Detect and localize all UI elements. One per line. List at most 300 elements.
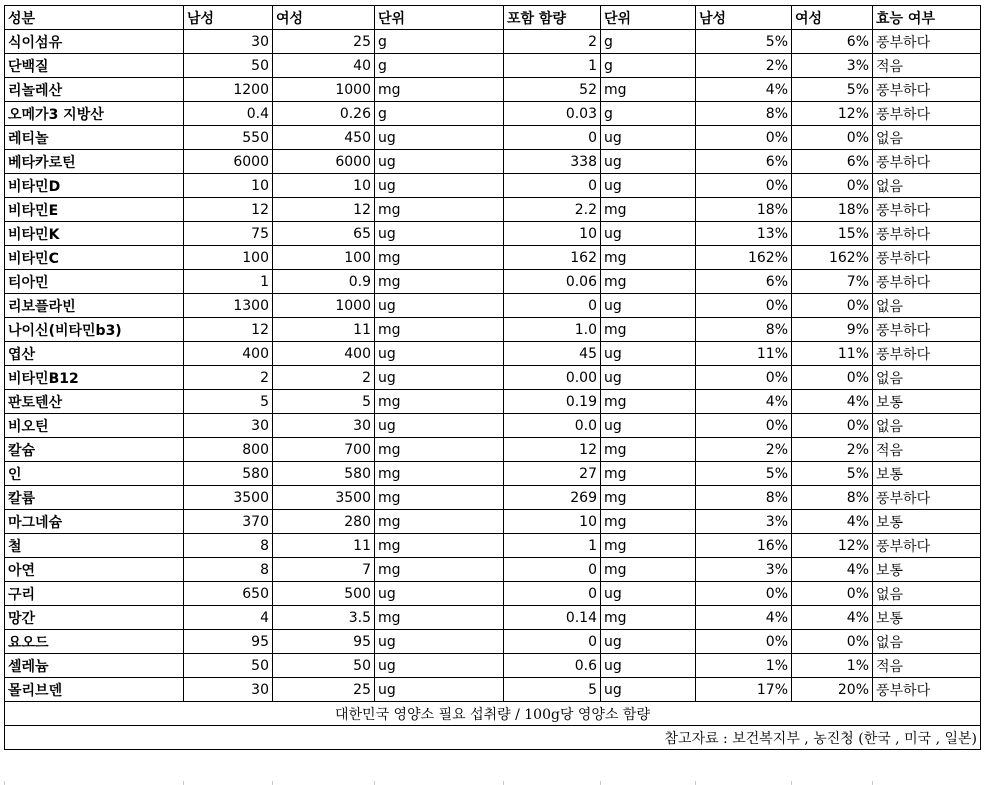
cell-male-requirement[interactable]: 550 [184,126,273,150]
nutrient-table [4,5,981,750]
cell-nutrient[interactable]: 비타민K [5,222,184,246]
cell-male-requirement[interactable]: 95 [184,630,273,654]
cell-male-requirement[interactable]: 400 [184,342,273,366]
cell-male-requirement[interactable]: 3500 [184,486,273,510]
table-row [5,414,981,438]
header-row [5,6,981,30]
cell-female-percent[interactable]: 0% [792,630,873,654]
cell-effect[interactable]: 풍부하다 [873,318,981,342]
cell-requirement-unit[interactable]: mg [375,270,504,294]
cell-content[interactable]: 0 [504,558,601,582]
cell-content[interactable]: 0 [504,630,601,654]
cell-content[interactable]: 1.0 [504,318,601,342]
cell-female-requirement[interactable]: 500 [273,582,375,606]
cell-female-requirement[interactable]: 25 [273,678,375,702]
cell-female-percent[interactable]: 6% [792,150,873,174]
cell-female-percent[interactable]: 1% [792,654,873,678]
cell-male-percent[interactable]: 0% [696,582,792,606]
cell-female-requirement[interactable]: 11 [273,318,375,342]
cell-female-percent[interactable]: 18% [792,198,873,222]
cell-nutrient[interactable]: 망간 [5,606,184,630]
cell-female-percent[interactable]: 6% [792,30,873,54]
cell-requirement-unit[interactable]: g [375,30,504,54]
cell-female-requirement[interactable]: 100 [273,246,375,270]
cell-female-requirement[interactable]: 10 [273,174,375,198]
header-requirement-unit[interactable]: 단위 [375,6,504,30]
cell-female-percent[interactable]: 11% [792,342,873,366]
cell-female-requirement[interactable]: 400 [273,342,375,366]
cell-content[interactable]: 10 [504,222,601,246]
gridline [272,781,374,785]
cell-female-requirement[interactable]: 11 [273,534,375,558]
table-caption[interactable]: 대한민국 영양소 필요 섭취량 / 100g당 영양소 함량 [5,702,981,726]
cell-male-percent[interactable]: 5% [696,30,792,54]
cell-requirement-unit[interactable]: ug [375,654,504,678]
cell-male-requirement[interactable]: 4 [184,606,273,630]
table-row [5,174,981,198]
cell-nutrient[interactable]: 마그네슘 [5,510,184,534]
cell-male-percent[interactable]: 4% [696,78,792,102]
cell-content-unit[interactable]: ug [601,222,696,246]
cell-requirement-unit[interactable]: ug [375,150,504,174]
cell-male-requirement[interactable]: 30 [184,30,273,54]
cell-requirement-unit[interactable]: ug [375,366,504,390]
cell-content[interactable]: 10 [504,510,601,534]
table-row [5,222,981,246]
caption-row [5,702,981,726]
cell-nutrient[interactable]: 요오드 [5,630,184,654]
cell-content[interactable]: 269 [504,486,601,510]
cell-male-percent[interactable]: 8% [696,102,792,126]
cell-male-percent[interactable]: 2% [696,54,792,78]
cell-male-percent[interactable]: 1% [696,654,792,678]
cell-female-requirement[interactable]: 50 [273,654,375,678]
cell-female-percent[interactable]: 7% [792,270,873,294]
cell-male-percent[interactable]: 4% [696,606,792,630]
cell-effect[interactable]: 적음 [873,438,981,462]
cell-requirement-unit[interactable]: g [375,102,504,126]
header-nutrient[interactable]: 성분 [5,6,184,30]
cell-content[interactable]: 0.19 [504,390,601,414]
table-row [5,126,981,150]
cell-male-requirement[interactable]: 2 [184,366,273,390]
cell-male-percent[interactable]: 3% [696,510,792,534]
header-content[interactable]: 포함 함량 [504,6,601,30]
cell-female-requirement[interactable]: 12 [273,198,375,222]
cell-female-requirement[interactable]: 6000 [273,150,375,174]
cell-nutrient[interactable]: 인 [5,462,184,486]
table-row [5,654,981,678]
cell-requirement-unit[interactable]: ug [375,126,504,150]
cell-female-requirement[interactable]: 0.26 [273,102,375,126]
cell-nutrient[interactable]: 리놀레산 [5,78,184,102]
cell-effect[interactable]: 풍부하다 [873,222,981,246]
table-row [5,606,981,630]
header-male-percent[interactable]: 남성 [696,6,792,30]
cell-requirement-unit[interactable]: ug [375,414,504,438]
cell-requirement-unit[interactable]: mg [375,606,504,630]
table-row [5,678,981,702]
cell-female-requirement[interactable]: 2 [273,366,375,390]
gridline [4,781,183,785]
cell-male-requirement[interactable]: 580 [184,462,273,486]
cell-male-percent[interactable]: 8% [696,486,792,510]
cell-female-percent[interactable]: 3% [792,54,873,78]
cell-nutrient[interactable]: 식이섬유 [5,30,184,54]
cell-nutrient[interactable]: 아연 [5,558,184,582]
cell-female-percent[interactable]: 4% [792,558,873,582]
cell-male-requirement[interactable]: 1200 [184,78,273,102]
cell-male-percent[interactable]: 0% [696,174,792,198]
cell-male-requirement[interactable]: 50 [184,654,273,678]
table-row [5,462,981,486]
cell-effect[interactable]: 풍부하다 [873,198,981,222]
cell-requirement-unit[interactable]: mg [375,558,504,582]
gridline [695,781,791,785]
cell-content-unit[interactable]: mg [601,510,696,534]
cell-female-requirement[interactable]: 700 [273,438,375,462]
next-row-gridlines [4,781,980,785]
cell-content[interactable]: 2 [504,30,601,54]
cell-female-requirement[interactable]: 3500 [273,486,375,510]
cell-content-unit[interactable]: ug [601,342,696,366]
cell-content-unit[interactable]: mg [601,78,696,102]
cell-content-unit[interactable]: ug [601,630,696,654]
cell-effect[interactable]: 풍부하다 [873,78,981,102]
header-effect[interactable]: 효능 여부 [873,6,981,30]
cell-content[interactable]: 1 [504,534,601,558]
cell-effect[interactable]: 풍부하다 [873,102,981,126]
cell-female-requirement[interactable]: 30 [273,414,375,438]
cell-nutrient[interactable]: 비타민B12 [5,366,184,390]
cell-female-requirement[interactable]: 40 [273,54,375,78]
cell-nutrient[interactable]: 엽산 [5,342,184,366]
cell-male-percent[interactable]: 0% [696,126,792,150]
cell-female-requirement[interactable]: 0.9 [273,270,375,294]
cell-female-percent[interactable]: 0% [792,582,873,606]
cell-nutrient[interactable]: 레티놀 [5,126,184,150]
cell-content-unit[interactable]: g [601,102,696,126]
cell-effect[interactable]: 없음 [873,414,981,438]
cell-female-percent[interactable]: 8% [792,486,873,510]
cell-male-requirement[interactable]: 1300 [184,294,273,318]
cell-male-requirement[interactable]: 0.4 [184,102,273,126]
cell-nutrient[interactable]: 리보플라빈 [5,294,184,318]
cell-effect[interactable]: 풍부하다 [873,486,981,510]
gridline [374,781,503,785]
cell-effect[interactable]: 풍부하다 [873,150,981,174]
cell-female-percent[interactable]: 0% [792,294,873,318]
gridline [872,781,980,785]
cell-male-requirement[interactable]: 370 [184,510,273,534]
cell-effect[interactable]: 보통 [873,510,981,534]
cell-content[interactable]: 52 [504,78,601,102]
cell-nutrient[interactable]: 철 [5,534,184,558]
table-row [5,534,981,558]
table-row [5,438,981,462]
cell-female-percent[interactable]: 9% [792,318,873,342]
cell-effect[interactable]: 없음 [873,366,981,390]
cell-requirement-unit[interactable]: ug [375,630,504,654]
cell-content-unit[interactable]: mg [601,462,696,486]
cell-requirement-unit[interactable]: ug [375,582,504,606]
cell-nutrient[interactable]: 나이신(비타민b3) [5,318,184,342]
cell-effect[interactable]: 풍부하다 [873,678,981,702]
cell-female-percent[interactable]: 4% [792,390,873,414]
table-row [5,582,981,606]
cell-female-percent[interactable]: 12% [792,534,873,558]
cell-content[interactable]: 0.00 [504,366,601,390]
cell-male-percent[interactable]: 6% [696,270,792,294]
cell-content-unit[interactable]: g [601,30,696,54]
cell-content-unit[interactable]: ug [601,294,696,318]
cell-requirement-unit[interactable]: ug [375,678,504,702]
cell-content[interactable]: 5 [504,678,601,702]
cell-content-unit[interactable]: ug [601,126,696,150]
header-content-unit[interactable]: 단위 [601,6,696,30]
cell-requirement-unit[interactable]: mg [375,390,504,414]
cell-male-requirement[interactable]: 6000 [184,150,273,174]
table-row [5,30,981,54]
cell-male-percent[interactable]: 11% [696,342,792,366]
cell-nutrient[interactable]: 구리 [5,582,184,606]
cell-effect[interactable]: 보통 [873,558,981,582]
cell-male-requirement[interactable]: 30 [184,414,273,438]
cell-male-percent[interactable]: 13% [696,222,792,246]
cell-male-requirement[interactable]: 75 [184,222,273,246]
cell-male-requirement[interactable]: 1 [184,270,273,294]
cell-male-percent[interactable]: 2% [696,438,792,462]
cell-female-percent[interactable]: 12% [792,102,873,126]
cell-nutrient[interactable]: 몰리브덴 [5,678,184,702]
cell-male-percent[interactable]: 0% [696,414,792,438]
cell-effect[interactable]: 없음 [873,630,981,654]
cell-content-unit[interactable]: mg [601,246,696,270]
cell-male-percent[interactable]: 3% [696,558,792,582]
cell-female-percent[interactable]: 20% [792,678,873,702]
cell-female-percent[interactable]: 162% [792,246,873,270]
cell-female-requirement[interactable]: 1000 [273,78,375,102]
gridline [503,781,600,785]
table-row [5,486,981,510]
cell-male-requirement[interactable]: 800 [184,438,273,462]
cell-effect[interactable]: 보통 [873,390,981,414]
table-row [5,102,981,126]
cell-male-requirement[interactable]: 12 [184,198,273,222]
cell-content[interactable]: 45 [504,342,601,366]
cell-female-percent[interactable]: 4% [792,510,873,534]
cell-content[interactable]: 0 [504,174,601,198]
table-row [5,342,981,366]
cell-nutrient[interactable]: 베타카로틴 [5,150,184,174]
cell-content-unit[interactable]: mg [601,486,696,510]
cell-content-unit[interactable]: ug [601,678,696,702]
cell-female-requirement[interactable]: 3.5 [273,606,375,630]
cell-content-unit[interactable]: ug [601,174,696,198]
cell-effect[interactable]: 풍부하다 [873,30,981,54]
cell-male-percent[interactable]: 0% [696,366,792,390]
cell-content-unit[interactable]: ug [601,414,696,438]
cell-content-unit[interactable]: ug [601,654,696,678]
cell-nutrient[interactable]: 단백질 [5,54,184,78]
cell-content-unit[interactable]: ug [601,366,696,390]
cell-content-unit[interactable]: mg [601,390,696,414]
cell-nutrient[interactable]: 비타민E [5,198,184,222]
cell-requirement-unit[interactable]: mg [375,486,504,510]
cell-male-requirement[interactable]: 5 [184,390,273,414]
table-body [5,30,981,702]
cell-content-unit[interactable]: ug [601,150,696,174]
cell-male-percent[interactable]: 6% [696,150,792,174]
cell-requirement-unit[interactable]: ug [375,174,504,198]
cell-nutrient[interactable]: 비타민D [5,174,184,198]
cell-content-unit[interactable]: g [601,54,696,78]
cell-nutrient[interactable]: 티아민 [5,270,184,294]
cell-content[interactable]: 12 [504,438,601,462]
cell-male-percent[interactable]: 4% [696,390,792,414]
cell-requirement-unit[interactable]: ug [375,294,504,318]
cell-content[interactable]: 0 [504,126,601,150]
cell-requirement-unit[interactable]: ug [375,222,504,246]
cell-effect[interactable]: 풍부하다 [873,534,981,558]
cell-content-unit[interactable]: mg [601,534,696,558]
cell-male-percent[interactable]: 0% [696,294,792,318]
cell-male-requirement[interactable]: 10 [184,174,273,198]
cell-content[interactable]: 338 [504,150,601,174]
cell-effect[interactable]: 없음 [873,294,981,318]
cell-effect[interactable]: 보통 [873,606,981,630]
gridline [600,781,695,785]
cell-male-requirement[interactable]: 8 [184,534,273,558]
cell-requirement-unit[interactable]: mg [375,246,504,270]
header-female-percent[interactable]: 여성 [792,6,873,30]
cell-female-percent[interactable]: 0% [792,366,873,390]
cell-content[interactable]: 0 [504,582,601,606]
cell-content-unit[interactable]: mg [601,438,696,462]
cell-requirement-unit[interactable]: mg [375,78,504,102]
cell-female-requirement[interactable]: 5 [273,390,375,414]
cell-effect[interactable]: 풍부하다 [873,270,981,294]
table-row [5,198,981,222]
cell-male-percent[interactable]: 5% [696,462,792,486]
header-male-requirement[interactable]: 남성 [184,6,273,30]
cell-requirement-unit[interactable]: mg [375,198,504,222]
cell-male-requirement[interactable]: 12 [184,318,273,342]
cell-requirement-unit[interactable]: mg [375,462,504,486]
cell-female-percent[interactable]: 0% [792,126,873,150]
cell-male-percent[interactable]: 8% [696,318,792,342]
cell-female-requirement[interactable]: 450 [273,126,375,150]
cell-female-percent[interactable]: 0% [792,414,873,438]
cell-female-requirement[interactable]: 280 [273,510,375,534]
cell-content[interactable]: 27 [504,462,601,486]
cell-content[interactable]: 2.2 [504,198,601,222]
source-note[interactable]: 참고자료 : 보건복지부 , 농진청 (한국 , 미국 , 일본) [5,726,981,750]
cell-female-percent[interactable]: 2% [792,438,873,462]
cell-content[interactable]: 0.06 [504,270,601,294]
cell-female-percent[interactable]: 4% [792,606,873,630]
cell-nutrient[interactable]: 비오틴 [5,414,184,438]
cell-requirement-unit[interactable]: g [375,54,504,78]
table-row [5,246,981,270]
cell-content-unit[interactable]: mg [601,198,696,222]
cell-effect[interactable]: 없음 [873,174,981,198]
cell-requirement-unit[interactable]: mg [375,438,504,462]
cell-nutrient[interactable]: 판토텐산 [5,390,184,414]
cell-female-requirement[interactable]: 1000 [273,294,375,318]
cell-content[interactable]: 0.0 [504,414,601,438]
cell-content-unit[interactable]: mg [601,270,696,294]
cell-male-percent[interactable]: 18% [696,198,792,222]
cell-male-requirement[interactable]: 650 [184,582,273,606]
table-row [5,630,981,654]
cell-content[interactable]: 0.14 [504,606,601,630]
cell-effect[interactable]: 없음 [873,582,981,606]
cell-effect[interactable]: 없음 [873,126,981,150]
cell-effect[interactable]: 적음 [873,654,981,678]
cell-content[interactable]: 162 [504,246,601,270]
cell-content-unit[interactable]: ug [601,582,696,606]
cell-female-requirement[interactable]: 25 [273,30,375,54]
cell-female-requirement[interactable]: 580 [273,462,375,486]
cell-requirement-unit[interactable]: mg [375,318,504,342]
cell-male-percent[interactable]: 16% [696,534,792,558]
cell-female-percent[interactable]: 15% [792,222,873,246]
cell-nutrient[interactable]: 칼륨 [5,486,184,510]
cell-content[interactable]: 1 [504,54,601,78]
gridline [183,781,272,785]
cell-content-unit[interactable]: mg [601,558,696,582]
header-female-requirement[interactable]: 여성 [273,6,375,30]
cell-content-unit[interactable]: mg [601,606,696,630]
cell-male-requirement[interactable]: 100 [184,246,273,270]
cell-content[interactable]: 0 [504,294,601,318]
cell-effect[interactable]: 적음 [873,54,981,78]
cell-requirement-unit[interactable]: mg [375,510,504,534]
cell-female-percent[interactable]: 5% [792,78,873,102]
cell-female-requirement[interactable]: 95 [273,630,375,654]
cell-nutrient[interactable]: 칼슘 [5,438,184,462]
cell-content-unit[interactable]: mg [601,318,696,342]
cell-male-percent[interactable]: 17% [696,678,792,702]
cell-requirement-unit[interactable]: ug [375,342,504,366]
cell-male-requirement[interactable]: 8 [184,558,273,582]
cell-content[interactable]: 0.03 [504,102,601,126]
gridline [791,781,872,785]
cell-effect[interactable]: 보통 [873,462,981,486]
cell-effect[interactable]: 풍부하다 [873,246,981,270]
cell-female-requirement[interactable]: 65 [273,222,375,246]
table-row [5,390,981,414]
table-row [5,78,981,102]
cell-female-percent[interactable]: 0% [792,174,873,198]
cell-male-requirement[interactable]: 50 [184,54,273,78]
cell-female-requirement[interactable]: 7 [273,558,375,582]
table-row [5,366,981,390]
cell-content[interactable]: 0.6 [504,654,601,678]
cell-nutrient[interactable]: 비타민C [5,246,184,270]
cell-requirement-unit[interactable]: mg [375,534,504,558]
cell-effect[interactable]: 풍부하다 [873,342,981,366]
cell-male-requirement[interactable]: 30 [184,678,273,702]
cell-male-percent[interactable]: 162% [696,246,792,270]
table-row [5,318,981,342]
table-row [5,294,981,318]
cell-male-percent[interactable]: 0% [696,630,792,654]
cell-nutrient[interactable]: 셀레늄 [5,654,184,678]
cell-nutrient[interactable]: 오메가3 지방산 [5,102,184,126]
cell-female-percent[interactable]: 5% [792,462,873,486]
